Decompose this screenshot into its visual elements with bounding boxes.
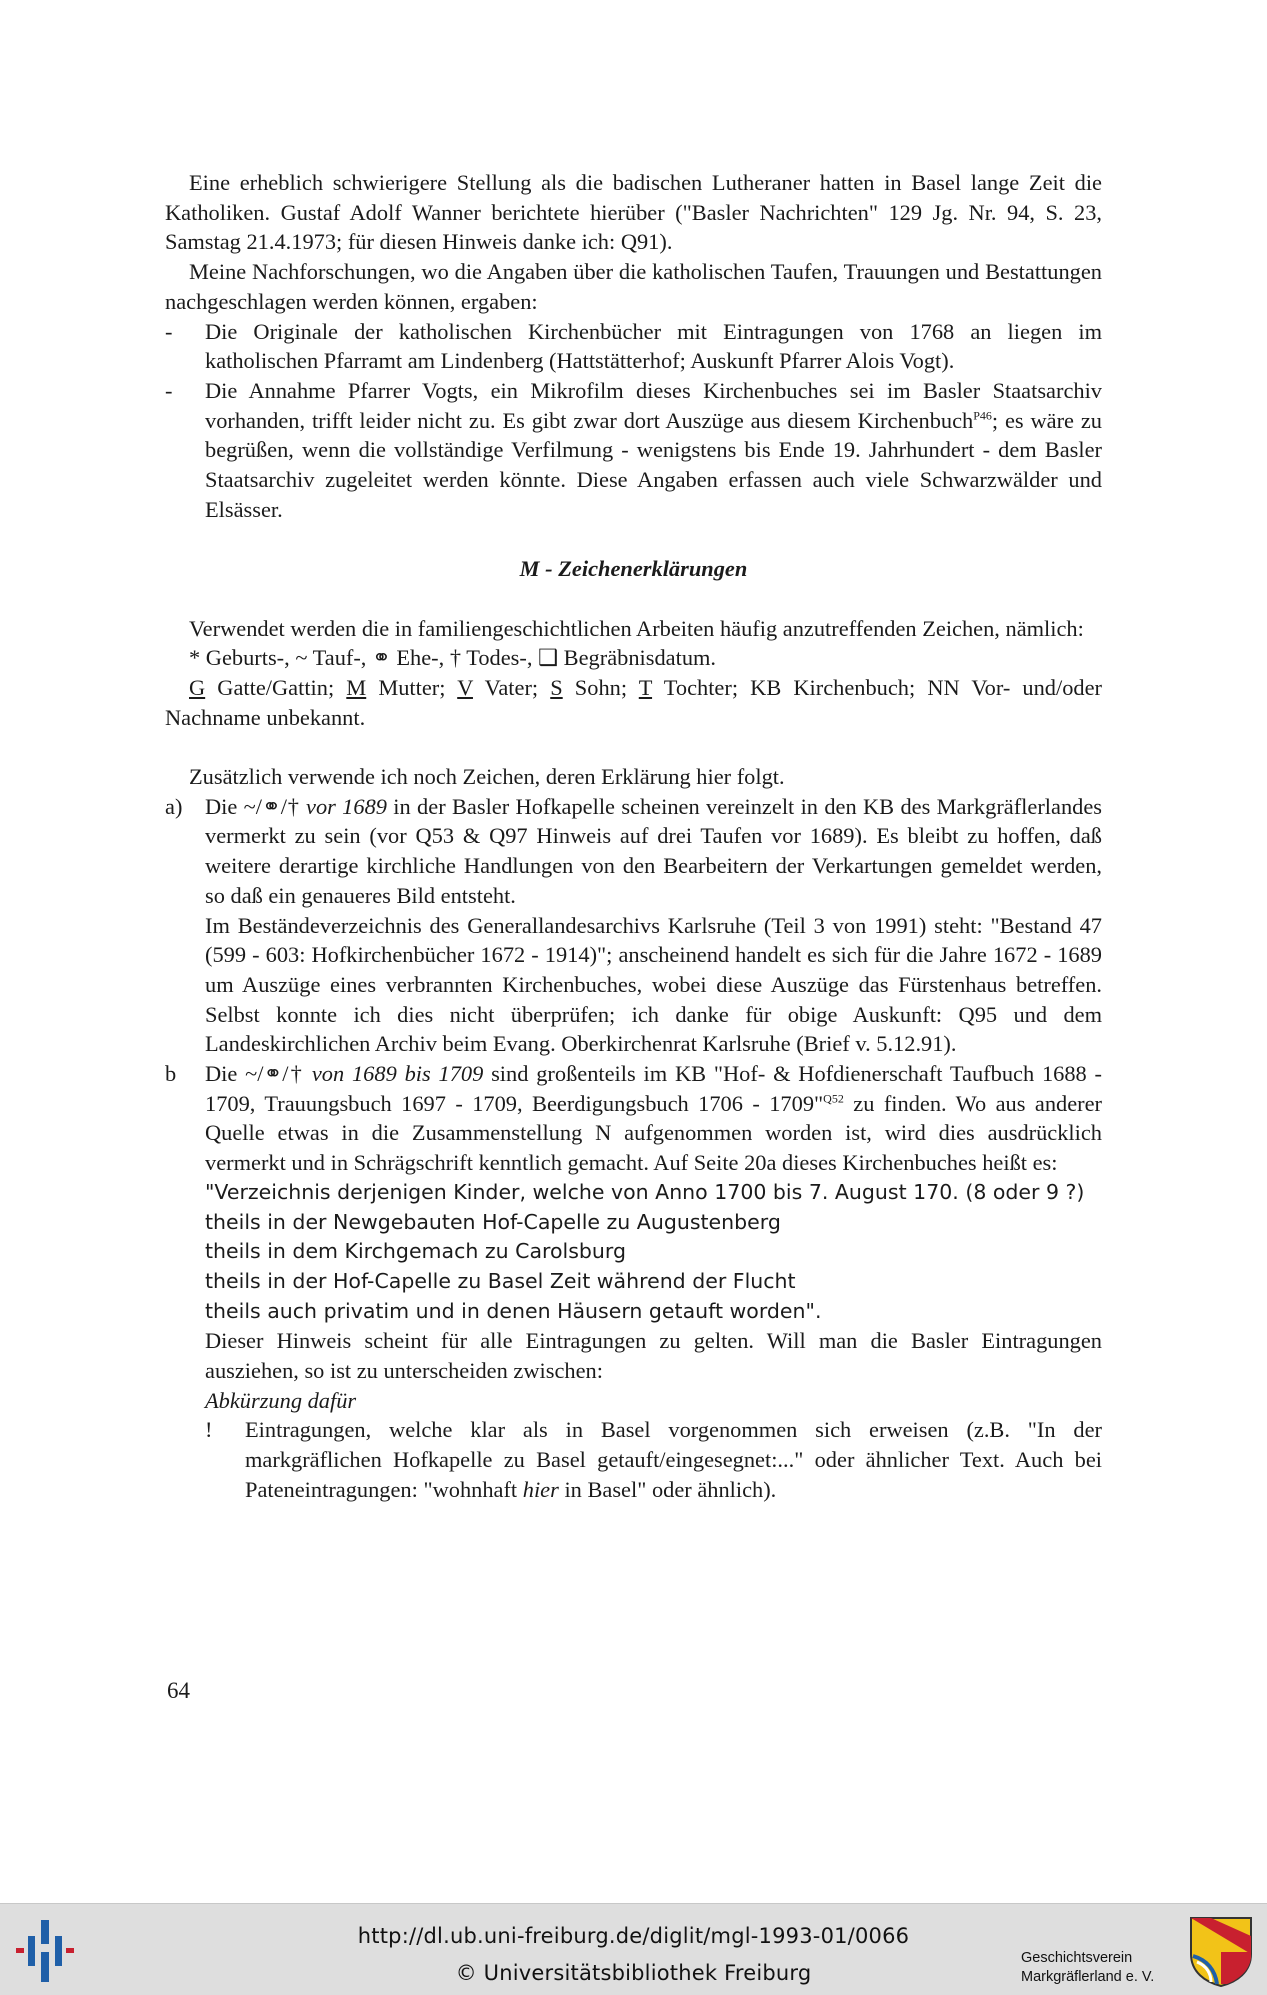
list-item (165, 317, 1102, 376)
paragraph: Im Beständeverzeichnis des Generallandesarchivs Karlsruhe (Teil 3 von 1991) steht: "Bestand 47 (599 - 603: Hofkirchenbücher 1672 - 1914)"; anscheinend handelt es sich für die Jahre 1672 - 1689 um Auszüge eines verbrannten Kirchenbuches, wobei diese Auszüge das Fürstenhaus betreffen. Selbst konnte ich dies nicht überprüfen; ich danke für obige Auskunft: Q95 und dem Landeskirchlichen Archiv beim Evang. Oberkirchenrat Karlsruhe (Brief v. 5.12.91). (205, 912, 1102, 1057)
section-heading: M - Zeichenerklärungen (519, 556, 748, 582)
publisher-name (1021, 1949, 1154, 1987)
sub-item (205, 1415, 1102, 1504)
list-bullet: - (165, 377, 173, 403)
section-marker: a) (165, 793, 183, 819)
abbr-text: Sohn; (562, 674, 639, 700)
section-a (165, 792, 1102, 1059)
text-run: Die ~/⚭/† (205, 1061, 312, 1087)
italic-text: hier (522, 1476, 559, 1502)
abbr-text: Tochter; KB Kirchenbuch; NN Vor- und/oder Nachname unbekannt. (165, 674, 1103, 730)
paragraph: Zusätzlich verwende ich noch Zeichen, deren Erklärung hier folgt. (189, 764, 785, 790)
abbr-letter: M (346, 674, 367, 700)
text-run: sind großenteils im KB "Hof- & Hofdienerschaft Taufbuch 1688 - 1709, Trauungsbuch 1697 - 1709, Beerdigungsbuch 1706 - 1709" (205, 1061, 1102, 1116)
copyright-text: © Universitätsbibliothek Freiburg (455, 1961, 812, 1985)
italic-text: von 1689 bis 1709 (311, 1061, 484, 1087)
abbr-text: Mutter; (366, 674, 458, 700)
footnote-ref: Q52 (823, 1091, 844, 1106)
quotation-block (205, 1178, 1102, 1327)
italic-text: vor 1689 (306, 793, 387, 819)
text-run: zu finden. Wo aus anderer Quelle etwas in die Zusammenstellung N aufgenommen worden ist, wird dies ausdrücklich vermerkt und in Schrägschrift kenntlich gemacht. Auf Seite 20a dieses Kirchenbuches heißt es: (205, 1090, 1102, 1176)
publisher-line: Markgräflerland e. V. (1021, 1969, 1155, 1985)
quote-line: "Verzeichnis derjenigen Kinder, welche von Anno 1700 bis 7. August 170. (8 oder 9 ?) (205, 1179, 1085, 1204)
symbol-legend: * Geburts-, ~ Tauf-, ⚭ Ehe-, † Todes-, ❑ Begräbnisdatum. (189, 645, 717, 671)
text-run: in der Basler Hofkapelle scheinen vereinzelt in den KB des Markgräflerlandes vermerkt zu sein (vor Q53 & Q97 Hinweis auf drei Taufen vor 1689). Es bleibt zu hoffen, daß weitere derartige kirchliche Handlungen von den Bearbeitern der Verkartungen gemeldet werden, so daß ein genaueres Bild entsteht. (205, 793, 1102, 908)
paragraph: Meine Nachforschungen, wo die Angaben über die katholischen Taufen, Trauungen und Bestattungen nachgeschlagen werden können, ergaben: (165, 259, 1102, 314)
viewer-footer (0, 1903, 1267, 1995)
list-item (165, 376, 1102, 525)
text-run: Eintragungen, welche klar als in Basel vorgenommen sich erweisen (z.B. "In der markgräflichen Hofkapelle zu Basel getauft/eingesegnet:..." oder ähnlicher Text. Auch bei Pateneintragungen: "wohnhaft (245, 1417, 1102, 1502)
paragraph: Dieser Hinweis scheint für alle Eintragungen zu gelten. Will man die Basler Eintragungen ausziehen, so ist zu unterscheiden zwischen: (205, 1328, 1102, 1384)
abbreviation-legend (165, 673, 1102, 732)
abbreviation-heading: Abkürzung dafür (205, 1387, 357, 1413)
page-content (165, 168, 1102, 1505)
spacer (165, 732, 1102, 762)
section-marker: b (165, 1061, 177, 1087)
abbr-text: Gatte/Gattin; (205, 674, 347, 700)
quote-line: theils in der Hof-Capelle zu Basel Zeit während der Flucht (205, 1268, 796, 1293)
markgraeflerland-crest-icon (1187, 1914, 1255, 1988)
footnote-ref: P46 (973, 408, 992, 423)
quote-line: theils in der Newgebauten Hof-Capelle zu Augustenberg (205, 1209, 781, 1234)
list-item-text: ; es wäre zu begrüßen, wenn die vollständige Verfilmung - wenigstens bis Ende 19. Jahrhundert - dem Basler Staatsarchiv zugeleitet werden könnte. Diese Angaben erfassen auch viele Schwarzwälder und Elsässer. (205, 407, 1102, 522)
quote-line: theils auch privatim und in denen Häusern getauft worden". (205, 1298, 822, 1323)
quote-line: theils in dem Kirchgemach zu Carolsburg (205, 1239, 626, 1264)
paragraph (205, 1059, 1102, 1178)
spacer (165, 524, 1102, 554)
exclamation-marker: ! (205, 1417, 213, 1443)
abbr-letter: V (457, 674, 473, 700)
abbr-letter: S (550, 674, 563, 700)
list-item-text: Die Originale der katholischen Kirchenbücher mit Eintragungen von 1768 an liegen im katholischen Pfarramt am Lindenberg (Hattstätterhof; Auskunft Pfarrer Alois Vogt). (205, 318, 1102, 374)
spacer (165, 584, 1102, 614)
document-url-link[interactable]: http://dl.ub.uni-freiburg.de/diglit/mgl-1993-01/0066 (357, 1924, 910, 1948)
paragraph: Eine erheblich schwierigere Stellung als die badischen Lutheraner hatten in Basel lange Zeit die Katholiken. Gustaf Adolf Wanner berichtete hierüber ("Basler Nachrichten" 129 Jg. Nr. 94, S. 23, Samstag 21.4.1973; für diesen Hinweis danke ich: Q91). (165, 170, 1102, 255)
text-run: in Basel" oder ähnlich). (558, 1476, 777, 1502)
abbr-letter: G (189, 674, 206, 700)
paragraph: Verwendet werden die in familiengeschichtlichen Arbeiten häufig anzutreffenden Zeichen, nämlich: (189, 615, 1084, 641)
abbr-letter: T (638, 674, 653, 700)
publisher-line: Geschichtsverein (1021, 1950, 1133, 1966)
paragraph (205, 792, 1102, 911)
page-number: 64 (167, 1678, 190, 1703)
abbr-text: Vater; (472, 674, 551, 700)
section-b (165, 1059, 1102, 1505)
text-run: Die ~/⚭/† (205, 793, 306, 819)
list-item-text: Die Annahme Pfarrer Vogts, ein Mikrofilm dieses Kirchenbuches sei im Basler Staatsarchiv vorhanden, trifft leider nicht zu. Es gibt zwar dort Auszüge aus diesem Kirchenbuch (205, 377, 1102, 433)
list-bullet: - (165, 318, 173, 344)
